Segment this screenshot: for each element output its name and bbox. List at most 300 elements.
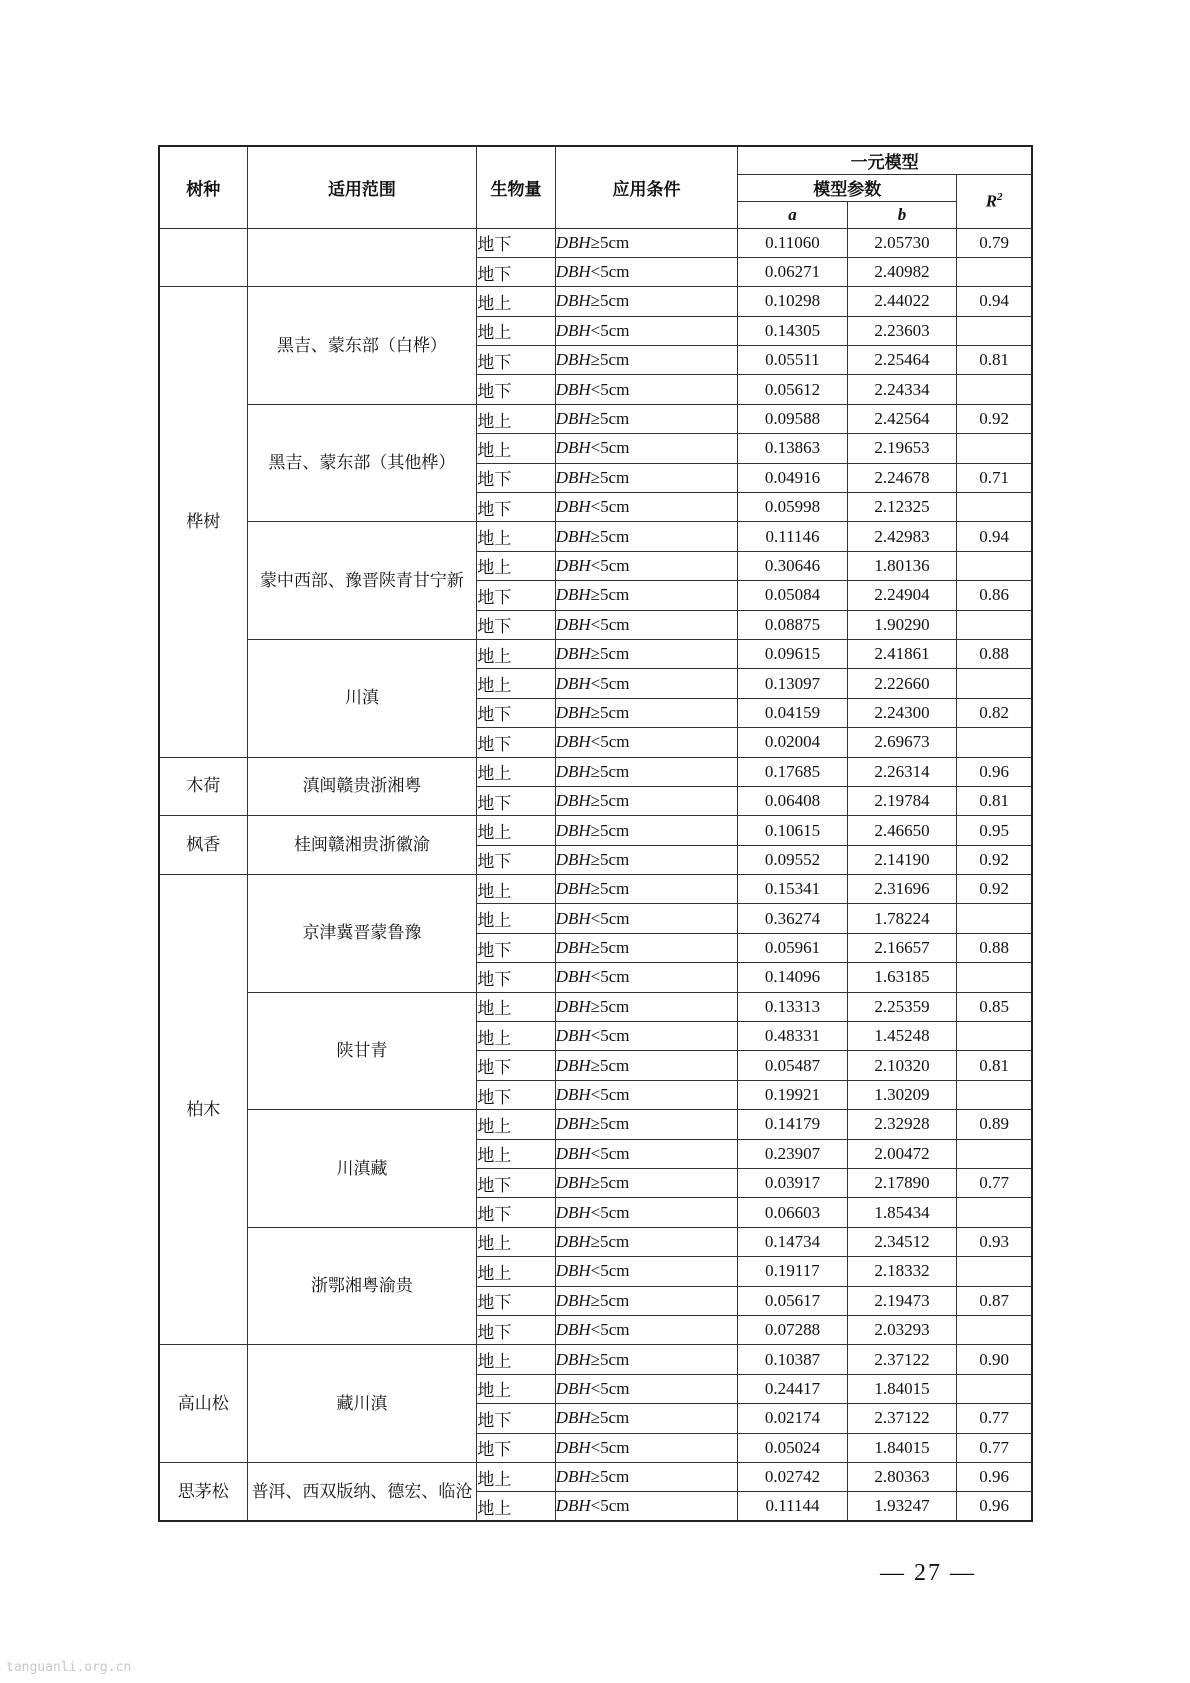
species-cell: 枫香 xyxy=(159,816,247,875)
r2-cell xyxy=(957,551,1032,580)
biomass-cell: 地上 xyxy=(477,639,555,668)
header-a: a xyxy=(738,201,848,228)
param-a-cell: 0.13313 xyxy=(738,992,848,1021)
condition-variable: DBH xyxy=(555,1496,591,1516)
param-a-cell: 0.14734 xyxy=(738,1227,848,1256)
condition-variable: DBH xyxy=(555,232,591,252)
condition-cell xyxy=(555,1433,738,1462)
condition-cell xyxy=(555,1139,738,1168)
param-a-cell: 0.15341 xyxy=(738,875,848,904)
r2-cell: 0.94 xyxy=(957,287,1032,316)
condition-variable: DBH xyxy=(555,1437,591,1457)
table-row xyxy=(159,1110,1032,1139)
biomass-model-table xyxy=(158,145,1033,1522)
condition-cell xyxy=(555,1286,738,1315)
condition-cell xyxy=(555,581,738,610)
r2-cell xyxy=(957,610,1032,639)
r2-cell: 0.77 xyxy=(957,1169,1032,1198)
header-params: 模型参数 xyxy=(738,174,957,201)
biomass-cell: 地上 xyxy=(477,1110,555,1139)
param-a-cell: 0.06408 xyxy=(738,786,848,815)
condition-variable: DBH xyxy=(555,467,591,487)
condition-value: ≥5cm xyxy=(590,1408,630,1428)
condition-variable: DBH xyxy=(555,791,591,811)
condition-cell xyxy=(555,757,738,786)
param-b-cell: 2.42564 xyxy=(847,404,957,433)
condition-variable: DBH xyxy=(555,820,591,840)
param-a-cell: 0.06271 xyxy=(738,257,848,286)
range-cell: 黑吉、蒙东部（其他桦） xyxy=(247,404,477,522)
biomass-cell: 地下 xyxy=(477,228,555,257)
r2-cell xyxy=(957,434,1032,463)
param-a-cell: 0.05998 xyxy=(738,493,848,522)
condition-variable: DBH xyxy=(555,291,591,311)
table-row xyxy=(159,992,1032,1021)
condition-value: <5cm xyxy=(590,555,630,575)
condition-variable: DBH xyxy=(555,1114,591,1134)
condition-variable: DBH xyxy=(555,1290,591,1310)
condition-variable: DBH xyxy=(555,526,591,546)
range-cell: 滇闽赣贵浙湘粤 xyxy=(247,757,477,816)
r2-cell: 0.95 xyxy=(957,816,1032,845)
condition-variable: DBH xyxy=(555,761,591,781)
condition-value: <5cm xyxy=(590,908,630,928)
condition-cell xyxy=(555,1080,738,1109)
species-cell xyxy=(159,228,247,287)
biomass-cell: 地上 xyxy=(477,287,555,316)
condition-variable: DBH xyxy=(555,614,591,634)
param-a-cell: 0.17685 xyxy=(738,757,848,786)
table-row xyxy=(159,228,1032,257)
param-a-cell: 0.14096 xyxy=(738,963,848,992)
biomass-cell: 地上 xyxy=(477,1462,555,1491)
biomass-cell: 地上 xyxy=(477,434,555,463)
condition-variable: DBH xyxy=(555,1026,591,1046)
condition-value: <5cm xyxy=(590,1437,630,1457)
param-b-cell: 2.37122 xyxy=(847,1345,957,1374)
condition-cell xyxy=(555,904,738,933)
r2-cell: 0.88 xyxy=(957,933,1032,962)
param-a-cell: 0.04916 xyxy=(738,463,848,492)
r2-cell: 0.93 xyxy=(957,1227,1032,1256)
biomass-cell: 地上 xyxy=(477,1139,555,1168)
condition-cell xyxy=(555,228,738,257)
biomass-cell: 地下 xyxy=(477,1433,555,1462)
param-a-cell: 0.09588 xyxy=(738,404,848,433)
param-a-cell: 0.13097 xyxy=(738,669,848,698)
condition-variable: DBH xyxy=(555,1378,591,1398)
biomass-cell: 地下 xyxy=(477,845,555,874)
param-a-cell: 0.05084 xyxy=(738,581,848,610)
r2-cell: 0.92 xyxy=(957,845,1032,874)
species-cell: 柏木 xyxy=(159,875,247,1345)
biomass-cell: 地上 xyxy=(477,992,555,1021)
table-row xyxy=(159,404,1032,433)
param-a-cell: 0.19117 xyxy=(738,1257,848,1286)
biomass-cell: 地上 xyxy=(477,1022,555,1051)
header-model: 一元模型 xyxy=(738,146,1032,174)
param-a-cell: 0.06603 xyxy=(738,1198,848,1227)
biomass-cell: 地上 xyxy=(477,875,555,904)
r2-cell: 0.88 xyxy=(957,639,1032,668)
biomass-cell: 地上 xyxy=(477,1257,555,1286)
param-b-cell: 2.69673 xyxy=(847,728,957,757)
biomass-cell: 地下 xyxy=(477,610,555,639)
param-b-cell: 2.37122 xyxy=(847,1404,957,1433)
condition-value: ≥5cm xyxy=(590,1055,630,1075)
param-b-cell: 2.34512 xyxy=(847,1227,957,1256)
condition-value: ≥5cm xyxy=(590,1114,630,1134)
condition-variable: DBH xyxy=(555,1202,591,1222)
param-a-cell: 0.10615 xyxy=(738,816,848,845)
param-a-cell: 0.10298 xyxy=(738,287,848,316)
range-cell xyxy=(247,228,477,287)
condition-variable: DBH xyxy=(555,438,591,458)
param-b-cell: 2.80363 xyxy=(847,1462,957,1491)
condition-value: <5cm xyxy=(590,614,630,634)
condition-value: ≥5cm xyxy=(590,526,630,546)
condition-variable: DBH xyxy=(555,849,591,869)
param-b-cell: 2.17890 xyxy=(847,1169,957,1198)
param-a-cell: 0.11060 xyxy=(738,228,848,257)
condition-variable: DBH xyxy=(555,996,591,1016)
param-a-cell: 0.11144 xyxy=(738,1492,848,1521)
condition-value: ≥5cm xyxy=(590,1290,630,1310)
condition-variable: DBH xyxy=(555,1085,591,1105)
condition-value: ≥5cm xyxy=(590,585,630,605)
condition-value: ≥5cm xyxy=(590,849,630,869)
condition-cell xyxy=(555,1374,738,1403)
table-row xyxy=(159,1227,1032,1256)
condition-variable: DBH xyxy=(555,1349,591,1369)
condition-cell xyxy=(555,375,738,404)
r2-cell xyxy=(957,963,1032,992)
param-b-cell: 2.10320 xyxy=(847,1051,957,1080)
param-b-cell: 2.19653 xyxy=(847,434,957,463)
biomass-cell: 地上 xyxy=(477,522,555,551)
header-biomass: 生物量 xyxy=(477,146,555,228)
condition-cell xyxy=(555,1404,738,1433)
param-a-cell: 0.05961 xyxy=(738,933,848,962)
range-cell: 川滇 xyxy=(247,639,477,757)
condition-variable: DBH xyxy=(555,320,591,340)
biomass-cell: 地下 xyxy=(477,1315,555,1344)
r2-cell xyxy=(957,1198,1032,1227)
condition-variable: DBH xyxy=(555,1408,591,1428)
condition-cell xyxy=(555,816,738,845)
condition-variable: DBH xyxy=(555,644,591,664)
r2-cell: 0.77 xyxy=(957,1433,1032,1462)
biomass-cell: 地上 xyxy=(477,404,555,433)
param-b-cell: 2.24678 xyxy=(847,463,957,492)
condition-variable: DBH xyxy=(555,409,591,429)
condition-value: ≥5cm xyxy=(590,1349,630,1369)
param-a-cell: 0.09552 xyxy=(738,845,848,874)
condition-cell xyxy=(555,316,738,345)
species-cell: 思茅松 xyxy=(159,1462,247,1521)
param-b-cell: 2.25359 xyxy=(847,992,957,1021)
biomass-cell: 地下 xyxy=(477,728,555,757)
param-a-cell: 0.09615 xyxy=(738,639,848,668)
r2-cell: 0.81 xyxy=(957,1051,1032,1080)
condition-variable: DBH xyxy=(555,908,591,928)
table-row xyxy=(159,1345,1032,1374)
r2-cell xyxy=(957,728,1032,757)
condition-value: <5cm xyxy=(590,379,630,399)
r2-cell: 0.81 xyxy=(957,346,1032,375)
biomass-cell: 地下 xyxy=(477,786,555,815)
param-a-cell: 0.13863 xyxy=(738,434,848,463)
condition-cell xyxy=(555,434,738,463)
condition-cell xyxy=(555,1315,738,1344)
condition-value: <5cm xyxy=(590,1496,630,1516)
r2-cell xyxy=(957,1374,1032,1403)
r2-cell xyxy=(957,1315,1032,1344)
r2-cell: 0.71 xyxy=(957,463,1032,492)
condition-value: ≥5cm xyxy=(590,644,630,664)
condition-variable: DBH xyxy=(555,879,591,899)
param-b-cell: 1.90290 xyxy=(847,610,957,639)
param-b-cell: 2.00472 xyxy=(847,1139,957,1168)
param-b-cell: 2.46650 xyxy=(847,816,957,845)
condition-value: <5cm xyxy=(590,1085,630,1105)
param-b-cell: 1.63185 xyxy=(847,963,957,992)
condition-value: ≥5cm xyxy=(590,467,630,487)
param-b-cell: 1.45248 xyxy=(847,1022,957,1051)
param-b-cell: 2.32928 xyxy=(847,1110,957,1139)
param-a-cell: 0.23907 xyxy=(738,1139,848,1168)
param-b-cell: 2.05730 xyxy=(847,228,957,257)
param-b-cell: 2.12325 xyxy=(847,493,957,522)
param-b-cell: 2.14190 xyxy=(847,845,957,874)
range-cell: 黑吉、蒙东部（白桦） xyxy=(247,287,477,405)
r2-cell xyxy=(957,375,1032,404)
condition-cell xyxy=(555,1462,738,1491)
biomass-cell: 地下 xyxy=(477,257,555,286)
param-a-cell: 0.11146 xyxy=(738,522,848,551)
biomass-cell: 地上 xyxy=(477,904,555,933)
condition-variable: DBH xyxy=(555,732,591,752)
range-cell: 陕甘青 xyxy=(247,992,477,1110)
param-a-cell: 0.02742 xyxy=(738,1462,848,1491)
condition-value: ≥5cm xyxy=(590,761,630,781)
biomass-cell: 地下 xyxy=(477,963,555,992)
table-body xyxy=(159,228,1032,1521)
condition-value: <5cm xyxy=(590,438,630,458)
biomass-cell: 地下 xyxy=(477,1169,555,1198)
param-a-cell: 0.10387 xyxy=(738,1345,848,1374)
condition-value: <5cm xyxy=(590,732,630,752)
param-b-cell: 1.84015 xyxy=(847,1433,957,1462)
biomass-cell: 地下 xyxy=(477,1404,555,1433)
param-a-cell: 0.36274 xyxy=(738,904,848,933)
r2-cell: 0.92 xyxy=(957,404,1032,433)
param-b-cell: 2.44022 xyxy=(847,287,957,316)
condition-variable: DBH xyxy=(555,702,591,722)
range-cell: 川滇藏 xyxy=(247,1110,477,1228)
param-a-cell: 0.02004 xyxy=(738,728,848,757)
condition-cell xyxy=(555,1492,738,1521)
condition-cell xyxy=(555,639,738,668)
condition-value: ≥5cm xyxy=(590,1467,630,1487)
r2-cell xyxy=(957,257,1032,286)
header-range: 适用范围 xyxy=(247,146,477,228)
condition-cell xyxy=(555,493,738,522)
param-a-cell: 0.05024 xyxy=(738,1433,848,1462)
condition-cell xyxy=(555,669,738,698)
condition-cell xyxy=(555,963,738,992)
condition-variable: DBH xyxy=(555,938,591,958)
r2-cell: 0.82 xyxy=(957,698,1032,727)
condition-cell xyxy=(555,875,738,904)
condition-cell xyxy=(555,1227,738,1256)
condition-value: ≥5cm xyxy=(590,702,630,722)
condition-variable: DBH xyxy=(555,497,591,517)
param-b-cell: 1.80136 xyxy=(847,551,957,580)
param-a-cell: 0.05617 xyxy=(738,1286,848,1315)
condition-value: <5cm xyxy=(590,320,630,340)
r2-cell: 0.96 xyxy=(957,757,1032,786)
range-cell: 浙鄂湘粤渝贵 xyxy=(247,1227,477,1345)
r2-cell: 0.89 xyxy=(957,1110,1032,1139)
condition-cell xyxy=(555,404,738,433)
range-cell: 京津冀晋蒙鲁豫 xyxy=(247,875,477,993)
param-a-cell: 0.14305 xyxy=(738,316,848,345)
condition-variable: DBH xyxy=(555,1231,591,1251)
biomass-cell: 地下 xyxy=(477,1198,555,1227)
condition-cell xyxy=(555,933,738,962)
condition-value: <5cm xyxy=(590,262,630,282)
condition-variable: DBH xyxy=(555,673,591,693)
table-row xyxy=(159,875,1032,904)
param-b-cell: 2.25464 xyxy=(847,346,957,375)
biomass-cell: 地上 xyxy=(477,1345,555,1374)
param-b-cell: 1.85434 xyxy=(847,1198,957,1227)
param-b-cell: 1.78224 xyxy=(847,904,957,933)
condition-value: ≥5cm xyxy=(590,791,630,811)
condition-variable: DBH xyxy=(555,1467,591,1487)
condition-value: ≥5cm xyxy=(590,938,630,958)
param-a-cell: 0.05612 xyxy=(738,375,848,404)
condition-cell xyxy=(555,610,738,639)
param-a-cell: 0.30646 xyxy=(738,551,848,580)
r2-cell: 0.79 xyxy=(957,228,1032,257)
r2-cell: 0.92 xyxy=(957,875,1032,904)
param-a-cell: 0.07288 xyxy=(738,1315,848,1344)
biomass-cell: 地上 xyxy=(477,757,555,786)
condition-cell xyxy=(555,1110,738,1139)
condition-variable: DBH xyxy=(555,1143,591,1163)
condition-value: ≥5cm xyxy=(590,291,630,311)
range-cell: 桂闽赣湘贵浙徽渝 xyxy=(247,816,477,875)
biomass-cell: 地上 xyxy=(477,551,555,580)
page-number: — 27 — xyxy=(880,1560,976,1586)
condition-value: ≥5cm xyxy=(590,409,630,429)
r2-cell: 0.96 xyxy=(957,1492,1032,1521)
condition-cell xyxy=(555,346,738,375)
biomass-cell: 地上 xyxy=(477,316,555,345)
condition-cell xyxy=(555,551,738,580)
param-b-cell: 2.22660 xyxy=(847,669,957,698)
biomass-cell: 地上 xyxy=(477,1227,555,1256)
param-a-cell: 0.14179 xyxy=(738,1110,848,1139)
r2-cell xyxy=(957,1257,1032,1286)
condition-variable: DBH xyxy=(555,585,591,605)
condition-variable: DBH xyxy=(555,967,591,987)
condition-cell xyxy=(555,522,738,551)
biomass-cell: 地上 xyxy=(477,816,555,845)
condition-value: ≥5cm xyxy=(590,232,630,252)
r2-cell xyxy=(957,1022,1032,1051)
biomass-cell: 地下 xyxy=(477,698,555,727)
r2-cell xyxy=(957,1139,1032,1168)
condition-cell xyxy=(555,463,738,492)
condition-value: <5cm xyxy=(590,1202,630,1222)
r2-cell: 0.87 xyxy=(957,1286,1032,1315)
param-b-cell: 1.93247 xyxy=(847,1492,957,1521)
param-a-cell: 0.19921 xyxy=(738,1080,848,1109)
condition-variable: DBH xyxy=(555,262,591,282)
condition-value: ≥5cm xyxy=(590,350,630,370)
species-cell: 高山松 xyxy=(159,1345,247,1463)
r2-cell xyxy=(957,493,1032,522)
header-species: 树种 xyxy=(159,146,247,228)
biomass-cell: 地上 xyxy=(477,1374,555,1403)
param-a-cell: 0.48331 xyxy=(738,1022,848,1051)
range-cell: 蒙中西部、豫晋陕青甘宁新 xyxy=(247,522,477,640)
r2-cell xyxy=(957,1080,1032,1109)
table-row xyxy=(159,522,1032,551)
biomass-cell: 地下 xyxy=(477,493,555,522)
r2-cell: 0.94 xyxy=(957,522,1032,551)
condition-variable: DBH xyxy=(555,1055,591,1075)
biomass-cell: 地下 xyxy=(477,933,555,962)
condition-cell xyxy=(555,1345,738,1374)
watermark: tanguanli.org.cn xyxy=(6,1660,132,1675)
condition-cell xyxy=(555,1198,738,1227)
biomass-cell: 地上 xyxy=(477,669,555,698)
biomass-cell: 地下 xyxy=(477,1051,555,1080)
condition-value: <5cm xyxy=(590,1320,630,1340)
param-b-cell: 2.03293 xyxy=(847,1315,957,1344)
condition-value: ≥5cm xyxy=(590,996,630,1016)
r2-cell xyxy=(957,669,1032,698)
param-b-cell: 2.41861 xyxy=(847,639,957,668)
param-b-cell: 2.23603 xyxy=(847,316,957,345)
param-b-cell: 2.42983 xyxy=(847,522,957,551)
condition-value: <5cm xyxy=(590,673,630,693)
species-cell: 木荷 xyxy=(159,757,247,816)
table-row xyxy=(159,757,1032,786)
r2-cell: 0.96 xyxy=(957,1462,1032,1491)
biomass-cell: 地下 xyxy=(477,375,555,404)
condition-value: <5cm xyxy=(590,1143,630,1163)
biomass-cell: 地下 xyxy=(477,346,555,375)
condition-variable: DBH xyxy=(555,350,591,370)
param-b-cell: 2.24334 xyxy=(847,375,957,404)
condition-variable: DBH xyxy=(555,1320,591,1340)
header-b: b xyxy=(847,201,957,228)
r2-cell: 0.77 xyxy=(957,1404,1032,1433)
biomass-cell: 地下 xyxy=(477,1080,555,1109)
param-a-cell: 0.24417 xyxy=(738,1374,848,1403)
condition-cell xyxy=(555,786,738,815)
condition-cell xyxy=(555,992,738,1021)
condition-cell xyxy=(555,287,738,316)
biomass-cell: 地下 xyxy=(477,581,555,610)
condition-cell xyxy=(555,1257,738,1286)
condition-value: <5cm xyxy=(590,497,630,517)
